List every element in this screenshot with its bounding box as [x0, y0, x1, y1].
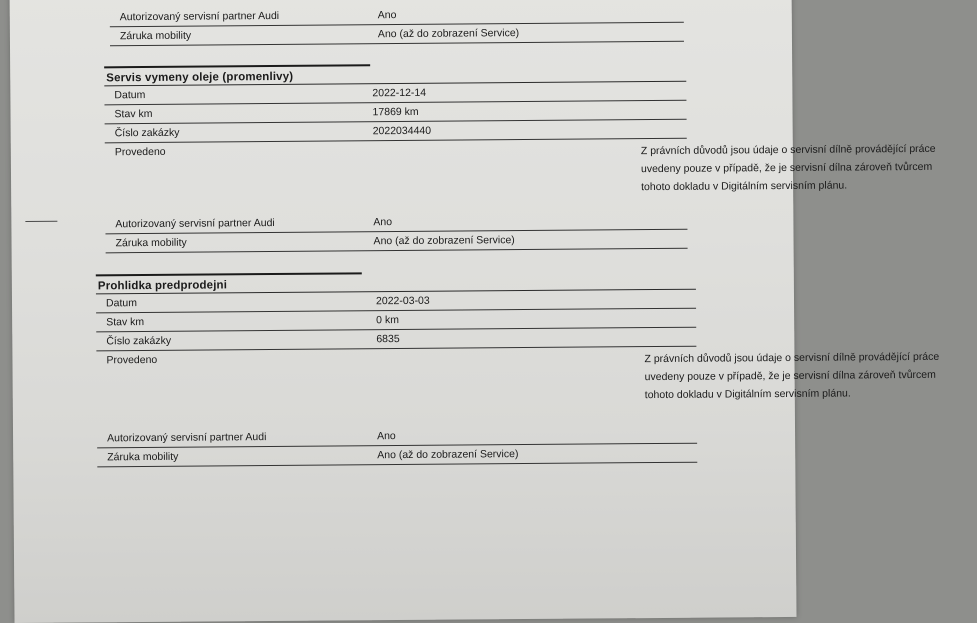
row-label: Autorizovaný servisní partner Audi — [107, 431, 267, 445]
top-block — [110, 4, 684, 47]
performed-row — [105, 139, 936, 216]
row-value: 6835 — [376, 333, 400, 346]
row-label: Stav km — [106, 316, 145, 329]
row-value: Ano — [373, 216, 393, 229]
section-rule — [96, 272, 362, 276]
document-page — [9, 0, 940, 623]
row-value: 2022-12-14 — [372, 86, 427, 100]
row-value: 2022034440 — [372, 124, 432, 138]
row-value: 2022-03-03 — [375, 294, 430, 308]
performed-text — [641, 140, 971, 197]
row-label: Autorizovaný servisní partner Audi — [119, 9, 280, 24]
row-value: Ano (až do zobrazení Service) — [377, 27, 520, 41]
row-value: Ano (až do zobrazení Service) — [377, 448, 519, 462]
performed-line: Z právních důvodů jsou údaje o servisní dílně provádějící práce — [640, 142, 936, 158]
row-label: Datum — [114, 89, 146, 102]
row-label: Číslo zakázky — [114, 126, 180, 140]
mobility-row — [105, 230, 687, 254]
performed-text — [644, 348, 974, 405]
row-label: Datum — [105, 297, 138, 310]
row-value: Ano — [377, 430, 396, 443]
row-value: Ano — [377, 9, 397, 22]
section-oil-service — [104, 62, 936, 254]
mobility-row — [110, 23, 684, 47]
row-label: Stav km — [114, 107, 153, 121]
row-label: Provedeno — [106, 353, 158, 367]
row-label: Záruka mobility — [119, 29, 192, 43]
row-value: 17869 km — [372, 105, 419, 119]
performed-line: uvedeny pouze v případě, že je servisní dílna zároveň tvůrcem — [640, 160, 933, 176]
row-value: Ano (až do zobrazení Service) — [373, 234, 515, 248]
margin-dash — [25, 221, 57, 222]
performed-row — [96, 347, 940, 430]
performed-line: tohoto dokladu v Digitálním servisním plánu. — [641, 179, 848, 194]
row-label: Číslo zakázky — [106, 334, 172, 348]
mobility-row — [97, 444, 697, 468]
performed-line: Z právních důvodů jsou údaje o servisní dílně provádějící práce — [644, 350, 940, 366]
performed-line: uvedeny pouze v případě, že je servisní dílna zároveň tvůrcem — [644, 368, 936, 384]
section-title: Prohlidka predprodejni — [97, 279, 228, 293]
row-value: 0 km — [376, 314, 399, 327]
row-label: Provedeno — [114, 145, 166, 159]
section-predelivery-inspection — [96, 270, 940, 468]
row-label: Záruka mobility — [115, 236, 187, 250]
row-label: Autorizovaný servisní partner Audi — [115, 217, 275, 231]
section-title: Servis vymeny oleje (promenlivy) — [106, 70, 294, 85]
row-label: Záruka mobility — [107, 450, 179, 464]
performed-line: tohoto dokladu v Digitálním servisním plánu. — [644, 387, 851, 402]
